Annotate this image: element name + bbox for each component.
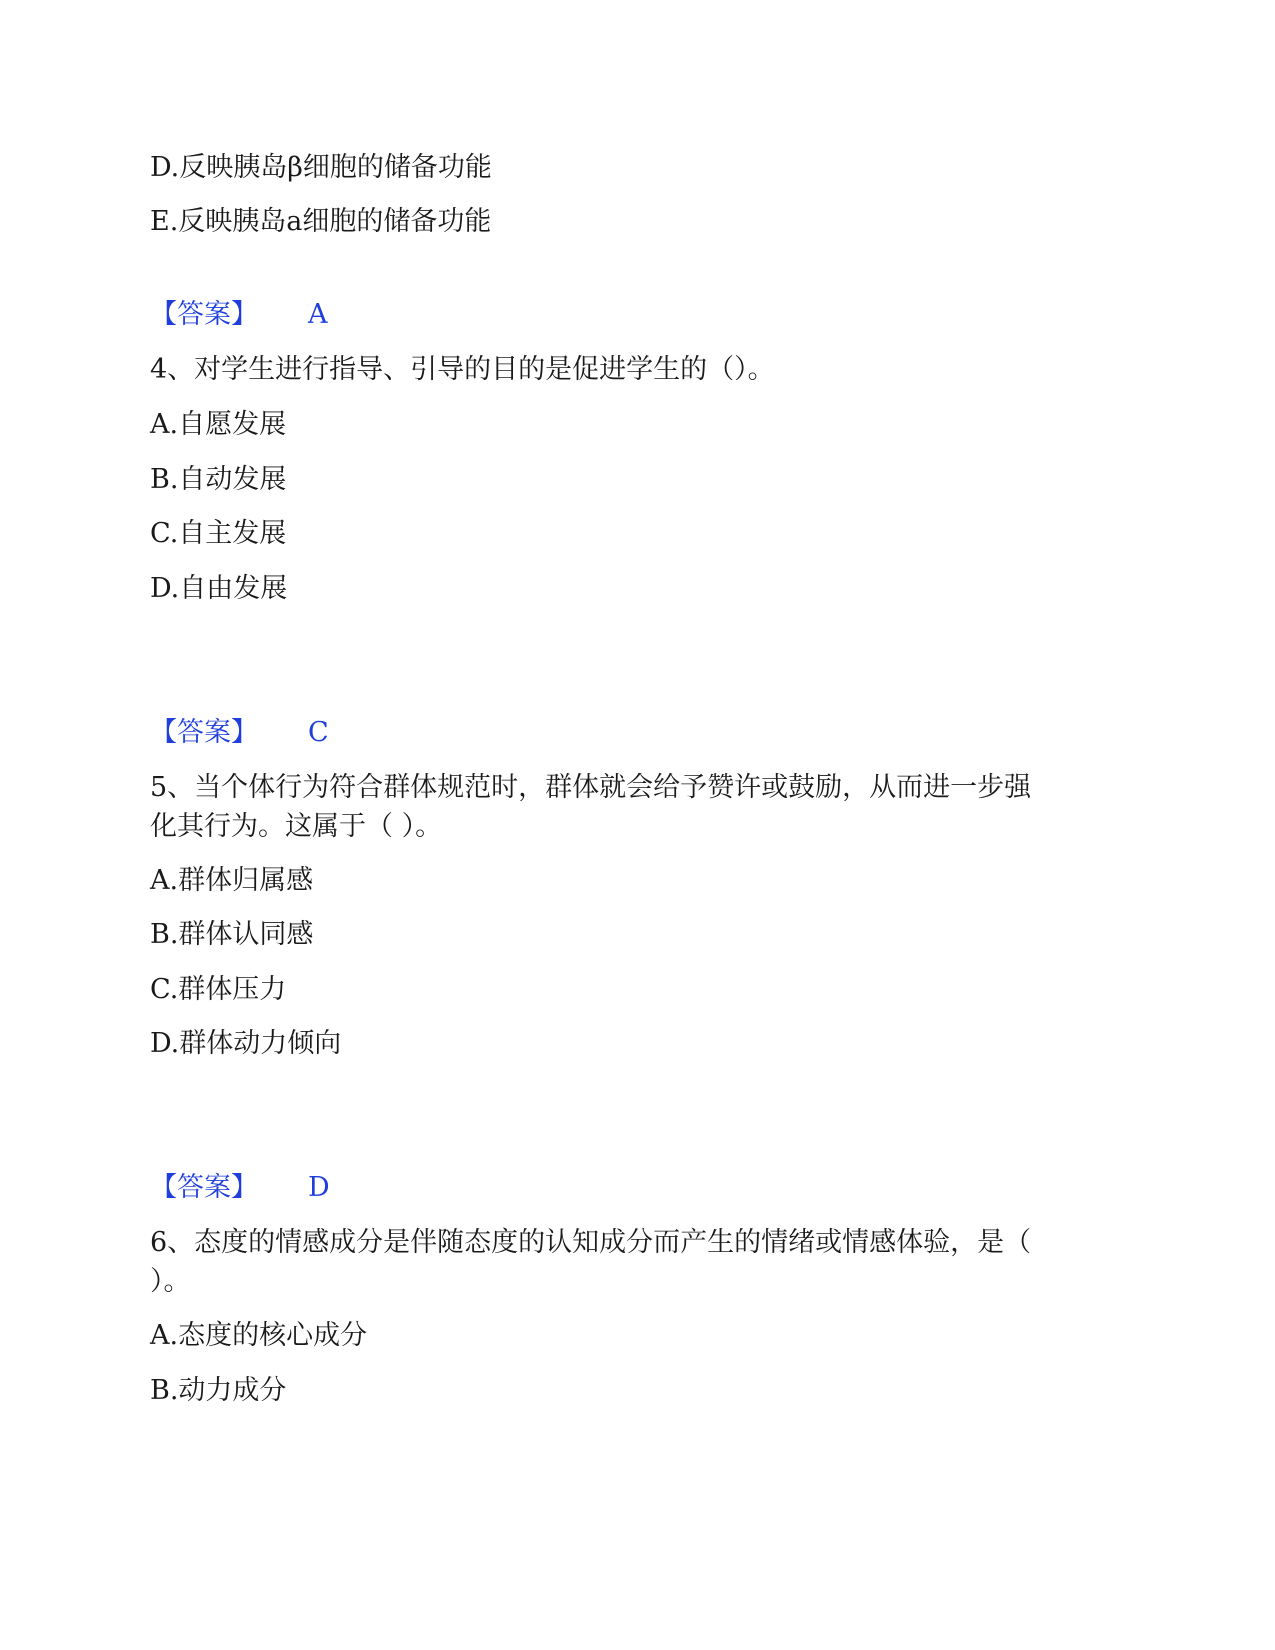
q5-option-d: D.群体动力倾向 — [150, 1028, 342, 1059]
q6-stem-line2: ）。 — [150, 1266, 191, 1297]
q5-stem-line1: 5、当个体行为符合群体规范时，群体就会给予赞许或鼓励，从而进一步强 — [150, 772, 1032, 803]
q6-stem-line1: 6、态度的情感成分是伴随态度的认知成分而产生的情绪或情感体验，是（ — [150, 1227, 1032, 1258]
q5-option-c: C.群体压力 — [150, 974, 287, 1005]
q4-option-d: D.自由发展 — [150, 573, 288, 604]
q6-option-b: B.动力成分 — [150, 1375, 287, 1406]
q4-answer — [150, 716, 329, 750]
q5-answer — [150, 1171, 330, 1205]
q4-stem: 4、对学生进行指导、引导的目的是促进学生的（）。 — [150, 354, 775, 385]
answer-label: 【答案】 — [150, 717, 258, 748]
answer-value: D — [308, 1172, 330, 1203]
q5-option-a: A.群体归属感 — [150, 865, 314, 896]
q6-option-a: A.态度的核心成分 — [150, 1320, 368, 1351]
q3-answer — [150, 298, 328, 332]
q4-option-b: B.自动发展 — [150, 464, 287, 495]
q3-option-d: D.反映胰岛β细胞的储备功能 — [150, 152, 492, 183]
q4-option-a: A.自愿发展 — [150, 409, 287, 440]
q5-stem-line2: 化其行为。这属于（ ）。 — [150, 811, 443, 842]
answer-value: C — [308, 717, 329, 748]
q5-option-b: B.群体认同感 — [150, 919, 314, 950]
answer-label: 【答案】 — [150, 1172, 258, 1203]
answer-label: 【答案】 — [150, 299, 258, 330]
q4-option-c: C.自主发展 — [150, 518, 287, 549]
answer-value: A — [308, 299, 328, 330]
q3-option-e: E.反映胰岛a细胞的储备功能 — [150, 206, 492, 237]
